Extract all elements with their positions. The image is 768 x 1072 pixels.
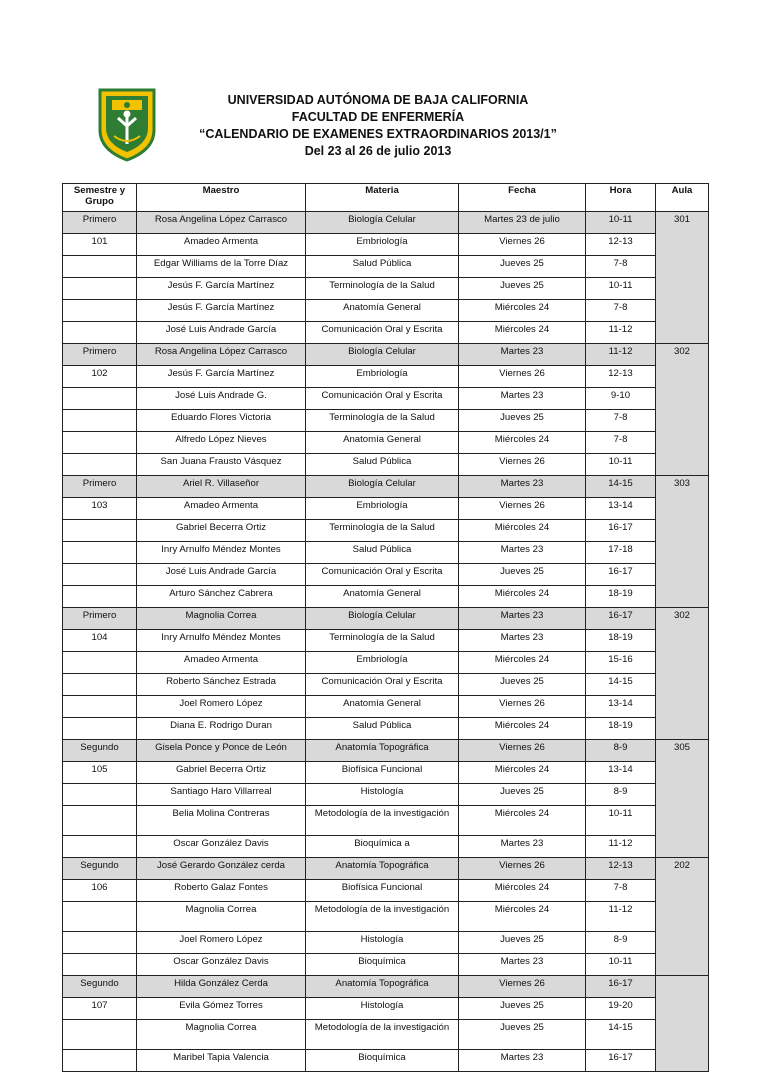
table-row [63,652,709,674]
time-cell: 13-14 [586,762,656,784]
subject-cell: Comunicación Oral y Escrita [306,322,459,344]
university-crest-icon [96,86,158,162]
date-cell: Jueves 25 [459,784,586,806]
table-row [63,520,709,542]
table-row [63,762,709,784]
table-row [63,432,709,454]
date-cell: Miércoles 24 [459,300,586,322]
date-cell: Martes 23 [459,1050,586,1072]
table-row [63,696,709,718]
table-row [63,586,709,608]
classroom-cell: 202 [656,858,709,976]
time-cell: 8-9 [586,932,656,954]
date-cell: Miércoles 24 [459,902,586,932]
date-cell: Jueves 25 [459,256,586,278]
date-cell: Miércoles 24 [459,718,586,740]
date-cell: Jueves 25 [459,1020,586,1050]
group-cell [63,300,137,322]
subject-cell: Histología [306,998,459,1020]
table-row [63,674,709,696]
time-cell: 10-11 [586,954,656,976]
time-cell: 12-13 [586,234,656,256]
university-name: UNIVERSIDAD AUTÓNOMA DE BAJA CALIFORNIA [227,93,529,107]
group-cell: 105 [63,762,137,784]
group-cell [63,564,137,586]
teacher-cell: Gabriel Becerra Ortiz [137,520,306,542]
group-cell [63,954,137,976]
table-row [63,366,709,388]
classroom-cell: 301 [656,212,709,344]
subject-cell: Anatomía General [306,696,459,718]
table-row [63,880,709,902]
group-cell [63,432,137,454]
teacher-cell: Magnolia Correa [137,902,306,932]
time-cell: 17-18 [586,542,656,564]
teacher-cell: Eduardo Flores Victoria [137,410,306,432]
column-header: Maestro [137,184,306,212]
teacher-cell: Gabriel Becerra Ortiz [137,762,306,784]
teacher-cell: Hilda González Cerda [137,976,306,998]
teacher-cell: Magnolia Correa [137,1020,306,1050]
teacher-cell: Magnolia Correa [137,608,306,630]
date-cell: Martes 23 de julio [459,212,586,234]
subject-cell: Salud Pública [306,256,459,278]
teacher-cell: José Luis Andrade García [137,564,306,586]
date-cell: Viernes 26 [459,740,586,762]
teacher-cell: Jesús F. García Martínez [137,278,306,300]
time-cell: 16-17 [586,520,656,542]
date-cell: Martes 23 [459,630,586,652]
date-cell: Jueves 25 [459,278,586,300]
subject-cell: Terminología de la Salud [306,520,459,542]
column-header: Materia [306,184,459,212]
table-row [63,608,709,630]
teacher-cell: Roberto Sánchez Estrada [137,674,306,696]
group-cell: 101 [63,234,137,256]
table-row [63,902,709,932]
date-cell: Miércoles 24 [459,652,586,674]
date-cell: Viernes 26 [459,366,586,388]
time-cell: 14-15 [586,674,656,696]
date-cell: Miércoles 24 [459,762,586,784]
date-cell: Miércoles 24 [459,322,586,344]
time-cell: 19-20 [586,998,656,1020]
teacher-cell: Gisela Ponce y Ponce de León [137,740,306,762]
subject-cell: Embriología [306,234,459,256]
date-range: Del 23 al 26 de julio 2013 [304,144,452,158]
date-cell: Jueves 25 [459,564,586,586]
date-cell: Viernes 26 [459,498,586,520]
time-cell: 18-19 [586,630,656,652]
group-cell [63,836,137,858]
exam-schedule-table [62,183,709,1072]
date-cell: Viernes 26 [459,234,586,256]
table-row [63,564,709,586]
subject-cell: Biofísica Funcional [306,880,459,902]
group-cell: 103 [63,498,137,520]
teacher-cell: José Luis Andrade García [137,322,306,344]
teacher-cell: Arturo Sánchez Cabrera [137,586,306,608]
teacher-cell: Joel Romero López [137,696,306,718]
teacher-cell: San Juana Frausto Vásquez [137,454,306,476]
classroom-cell: 302 [656,344,709,476]
teacher-cell: Oscar González Davis [137,836,306,858]
date-cell: Martes 23 [459,542,586,564]
subject-cell: Biología Celular [306,608,459,630]
group-cell [63,1020,137,1050]
table-row [63,278,709,300]
time-cell: 11-12 [586,344,656,366]
group-cell [63,410,137,432]
table-row [63,718,709,740]
table-row [63,388,709,410]
time-cell: 16-17 [586,608,656,630]
group-cell: Primero [63,344,137,366]
group-cell [63,278,137,300]
time-cell: 15-16 [586,652,656,674]
group-cell: 102 [63,366,137,388]
group-cell [63,256,137,278]
group-cell [63,674,137,696]
date-cell: Miércoles 24 [459,806,586,836]
teacher-cell: Evila Gómez Torres [137,998,306,1020]
table-row [63,542,709,564]
table-row [63,344,709,366]
classroom-cell: 303 [656,476,709,608]
table-row [63,858,709,880]
teacher-cell: Jesús F. García Martínez [137,366,306,388]
time-cell: 11-12 [586,322,656,344]
subject-cell: Anatomía General [306,432,459,454]
subject-cell: Biología Celular [306,344,459,366]
table-row [63,954,709,976]
table-row [63,476,709,498]
time-cell: 9-10 [586,388,656,410]
table-row [63,1020,709,1050]
time-cell: 14-15 [586,476,656,498]
subject-cell: Anatomía Topográfica [306,976,459,998]
group-cell [63,542,137,564]
date-cell: Martes 23 [459,836,586,858]
time-cell: 11-12 [586,902,656,932]
time-cell: 8-9 [586,740,656,762]
table-row [63,740,709,762]
table-row [63,498,709,520]
group-cell [63,388,137,410]
group-cell [63,806,137,836]
subject-cell: Metodología de la investigación [306,1020,459,1050]
subject-cell: Biología Celular [306,476,459,498]
teacher-cell: Amadeo Armenta [137,234,306,256]
group-cell: 104 [63,630,137,652]
date-cell: Martes 23 [459,476,586,498]
date-cell: Martes 23 [459,344,586,366]
time-cell: 16-17 [586,1050,656,1072]
subject-cell: Comunicación Oral y Escrita [306,388,459,410]
table-row [63,976,709,998]
subject-cell: Terminología de la Salud [306,630,459,652]
teacher-cell: Belia Molina Contreras [137,806,306,836]
table-row [63,300,709,322]
date-cell: Jueves 25 [459,674,586,696]
table-row [63,932,709,954]
group-cell: Primero [63,608,137,630]
group-cell [63,696,137,718]
column-header: Aula [656,184,709,212]
time-cell: 7-8 [586,432,656,454]
time-cell: 10-11 [586,212,656,234]
subject-cell: Bioquímica [306,1050,459,1072]
teacher-cell: Maribel Tapia Valencia [137,1050,306,1072]
subject-cell: Salud Pública [306,718,459,740]
table-row [63,410,709,432]
subject-cell: Anatomía Topográfica [306,740,459,762]
group-cell [63,902,137,932]
date-cell: Viernes 26 [459,454,586,476]
teacher-cell: Joel Romero López [137,932,306,954]
group-cell: Primero [63,476,137,498]
subject-cell: Biofísica Funcional [306,762,459,784]
subject-cell: Anatomía Topográfica [306,858,459,880]
date-cell: Miércoles 24 [459,586,586,608]
group-cell [63,718,137,740]
time-cell: 18-19 [586,718,656,740]
teacher-cell: Amadeo Armenta [137,498,306,520]
group-cell [63,932,137,954]
subject-cell: Comunicación Oral y Escrita [306,564,459,586]
group-cell: Segundo [63,858,137,880]
faculty-name: FACULTAD DE ENFERMERÍA [291,110,465,124]
subject-cell: Terminología de la Salud [306,410,459,432]
time-cell: 10-11 [586,278,656,300]
teacher-cell: Inry Arnulfo Méndez Montes [137,542,306,564]
group-cell [63,784,137,806]
classroom-cell: 302 [656,608,709,740]
group-cell: Segundo [63,976,137,998]
teacher-cell: Edgar Williams de la Torre Díaz [137,256,306,278]
subject-cell: Embriología [306,652,459,674]
subject-cell: Terminología de la Salud [306,278,459,300]
date-cell: Jueves 25 [459,932,586,954]
table-row [63,836,709,858]
table-row [63,322,709,344]
time-cell: 8-9 [586,784,656,806]
teacher-cell: Amadeo Armenta [137,652,306,674]
time-cell: 18-19 [586,586,656,608]
group-cell [63,520,137,542]
time-cell: 13-14 [586,498,656,520]
time-cell: 16-17 [586,564,656,586]
subject-cell: Embriología [306,498,459,520]
teacher-cell: Santiago Haro Villarreal [137,784,306,806]
date-cell: Miércoles 24 [459,520,586,542]
teacher-cell: Rosa Angelina López Carrasco [137,212,306,234]
teacher-cell: Roberto Galaz Fontes [137,880,306,902]
date-cell: Jueves 25 [459,998,586,1020]
table-row [63,234,709,256]
teacher-cell: Rosa Angelina López Carrasco [137,344,306,366]
teacher-cell: Jesús F. García Martínez [137,300,306,322]
group-cell: 106 [63,880,137,902]
calendar-title: “CALENDARIO DE EXAMENES EXTRAORDINARIOS 2013/1” [199,127,557,141]
subject-cell: Anatomía General [306,300,459,322]
table-row [63,630,709,652]
date-cell: Martes 23 [459,954,586,976]
group-cell: Segundo [63,740,137,762]
subject-cell: Bioquímica a [306,836,459,858]
time-cell: 13-14 [586,696,656,718]
subject-cell: Metodología de la investigación [306,902,459,932]
time-cell: 11-12 [586,836,656,858]
subject-cell: Histología [306,932,459,954]
time-cell: 14-15 [586,1020,656,1050]
group-cell [63,454,137,476]
teacher-cell: José Luis Andrade G. [137,388,306,410]
table-row [63,998,709,1020]
teacher-cell: Oscar González Davis [137,954,306,976]
subject-cell: Histología [306,784,459,806]
date-cell: Viernes 26 [459,696,586,718]
subject-cell: Salud Pública [306,454,459,476]
table-row [63,1050,709,1072]
time-cell: 7-8 [586,880,656,902]
date-cell: Jueves 25 [459,410,586,432]
classroom-cell: 305 [656,740,709,858]
column-header: Semestre y Grupo [63,184,137,212]
time-cell: 12-13 [586,366,656,388]
table-header-row [63,184,709,212]
time-cell: 10-11 [586,454,656,476]
date-cell: Miércoles 24 [459,432,586,454]
table-row [63,256,709,278]
subject-cell: Embriología [306,366,459,388]
table-row [63,212,709,234]
subject-cell: Comunicación Oral y Escrita [306,674,459,696]
time-cell: 12-13 [586,858,656,880]
column-header: Fecha [459,184,586,212]
group-cell [63,1050,137,1072]
group-cell [63,652,137,674]
teacher-cell: José Gerardo González cerda [137,858,306,880]
teacher-cell: Inry Arnulfo Méndez Montes [137,630,306,652]
time-cell: 10-11 [586,806,656,836]
date-cell: Martes 23 [459,388,586,410]
subject-cell: Bioquímica [306,954,459,976]
time-cell: 16-17 [586,976,656,998]
group-cell: 107 [63,998,137,1020]
teacher-cell: Alfredo López Nieves [137,432,306,454]
table-row [63,806,709,836]
column-header: Hora [586,184,656,212]
date-cell: Viernes 26 [459,858,586,880]
teacher-cell: Diana E. Rodrigo Duran [137,718,306,740]
group-cell: Primero [63,212,137,234]
subject-cell: Anatomía General [306,586,459,608]
time-cell: 7-8 [586,410,656,432]
subject-cell: Biología Celular [306,212,459,234]
group-cell [63,586,137,608]
subject-cell: Metodología de la investigación [306,806,459,836]
time-cell: 7-8 [586,300,656,322]
group-cell [63,322,137,344]
table-row [63,784,709,806]
date-cell: Miércoles 24 [459,880,586,902]
subject-cell: Salud Pública [306,542,459,564]
document-header [168,92,588,160]
teacher-cell: Ariel R. Villaseñor [137,476,306,498]
date-cell: Martes 23 [459,608,586,630]
table-row [63,454,709,476]
time-cell: 7-8 [586,256,656,278]
date-cell: Viernes 26 [459,976,586,998]
